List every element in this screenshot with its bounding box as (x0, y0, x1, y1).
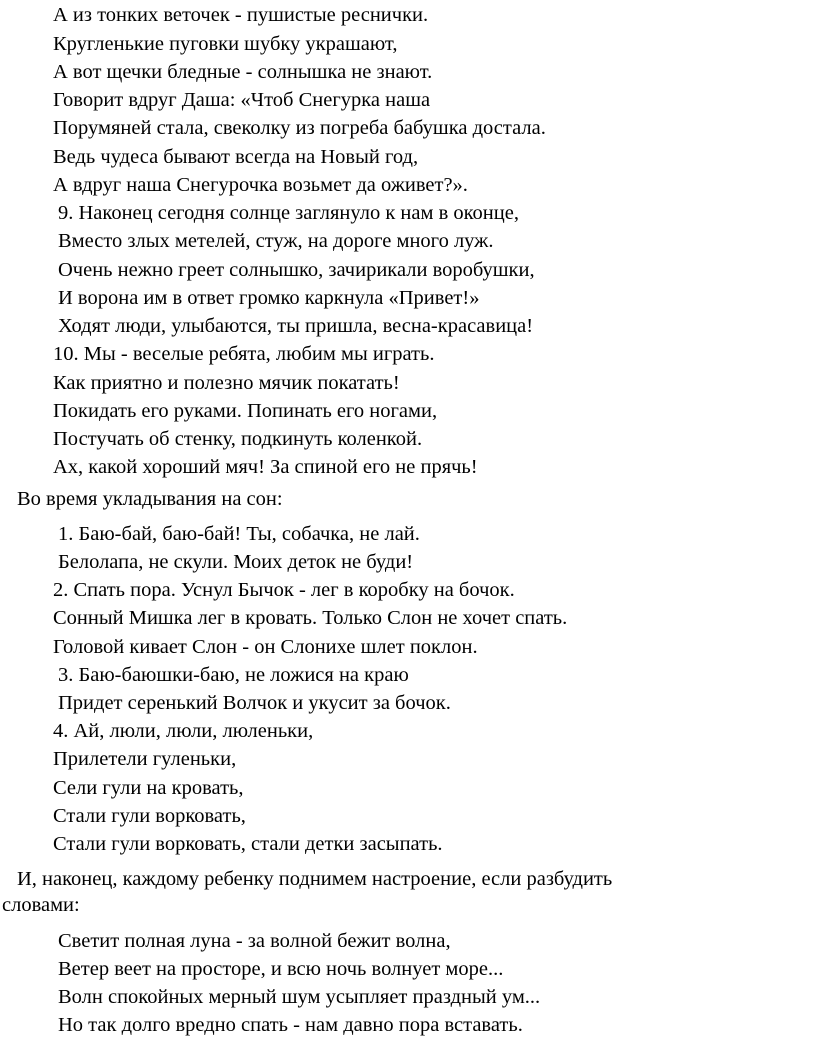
text-line: Стали гули ворковать, (53, 805, 246, 827)
text-line: Сели гули на кровать, (53, 777, 244, 799)
text-line: Головой кивает Слон - он Слонихе шлет поклон. (53, 636, 478, 658)
text-line: 10. Мы - веселые ребята, любим мы играть. (53, 343, 435, 365)
text-line: Стали гули ворковать, стали детки засыпать. (53, 833, 443, 855)
text-line: Говорит вдруг Даша: «Чтоб Снегурка наша (53, 89, 431, 111)
text-line: Белолапа, не скули. Моих деток не буди! (58, 551, 414, 573)
text-line: Светит полная луна - за волной бежит волна, (58, 930, 451, 952)
text-line: А из тонких веточек - пушистые реснички. (53, 4, 429, 26)
text-line: Но так долго вредно спать - нам давно пора вставать. (58, 1014, 523, 1036)
section-heading-sleep: Во время укладывания на сон: (17, 488, 283, 510)
paragraph-wake-intro-cont: словами: (2, 894, 80, 916)
text-line: Кругленькие пуговки шубку украшают, (53, 33, 398, 55)
text-line: Покидать его руками. Попинать его ногами, (53, 400, 438, 422)
text-line: А вот щечки бледные - солнышка не знают. (53, 61, 433, 83)
text-line: 4. Ай, люли, люли, люленьки, (53, 720, 314, 742)
text-line: Ах, какой хороший мяч! За спиной его не прячь! (53, 456, 478, 478)
text-line: Вместо злых метелей, стуж, на дороге много луж. (58, 230, 494, 252)
paragraph-wake-intro: И, наконец, каждому ребенку поднимем настроение, если разбудить (17, 868, 613, 890)
text-line: Порумяней стала, свеколку из погреба бабушка достала. (53, 117, 546, 139)
text-line: Как приятно и полезно мячик покатать! (53, 372, 400, 394)
text-line: Ветер веет на просторе, и всю ночь волнует море... (58, 958, 504, 980)
text-line: 1. Баю-бай, баю-бай! Ты, собачка, не лай. (58, 523, 420, 545)
text-line: 3. Баю-баюшки-баю, не ложися на краю (58, 664, 409, 686)
text-line: Ходят люди, улыбаются, ты пришла, весна-красавица! (58, 315, 534, 337)
text-line: Прилетели гуленьки, (53, 748, 237, 770)
text-line: А вдруг наша Снегурочка возьмет да оживет?». (53, 174, 468, 196)
text-line: 9. Наконец сегодня солнце заглянуло к нам в оконце, (58, 202, 519, 224)
text-line: Постучать об стенку, подкинуть коленкой. (53, 428, 423, 450)
text-line: Очень нежно греет солнышко, зачирикали воробушки, (58, 259, 535, 281)
text-line: И ворона им в ответ громко каркнула «Привет!» (58, 287, 480, 309)
text-line: Волн спокойных мерный шум усыпляет праздный ум... (58, 986, 541, 1008)
text-line: 2. Спать пора. Уснул Бычок - лег в коробку на бочок. (53, 579, 515, 601)
text-line: Ведь чудеса бывают всегда на Новый год, (53, 146, 419, 168)
text-line: Придет серенький Волчок и укусит за бочок. (58, 692, 451, 714)
text-line: Сонный Мишка лег в кровать. Только Слон не хочет спать. (53, 607, 568, 629)
